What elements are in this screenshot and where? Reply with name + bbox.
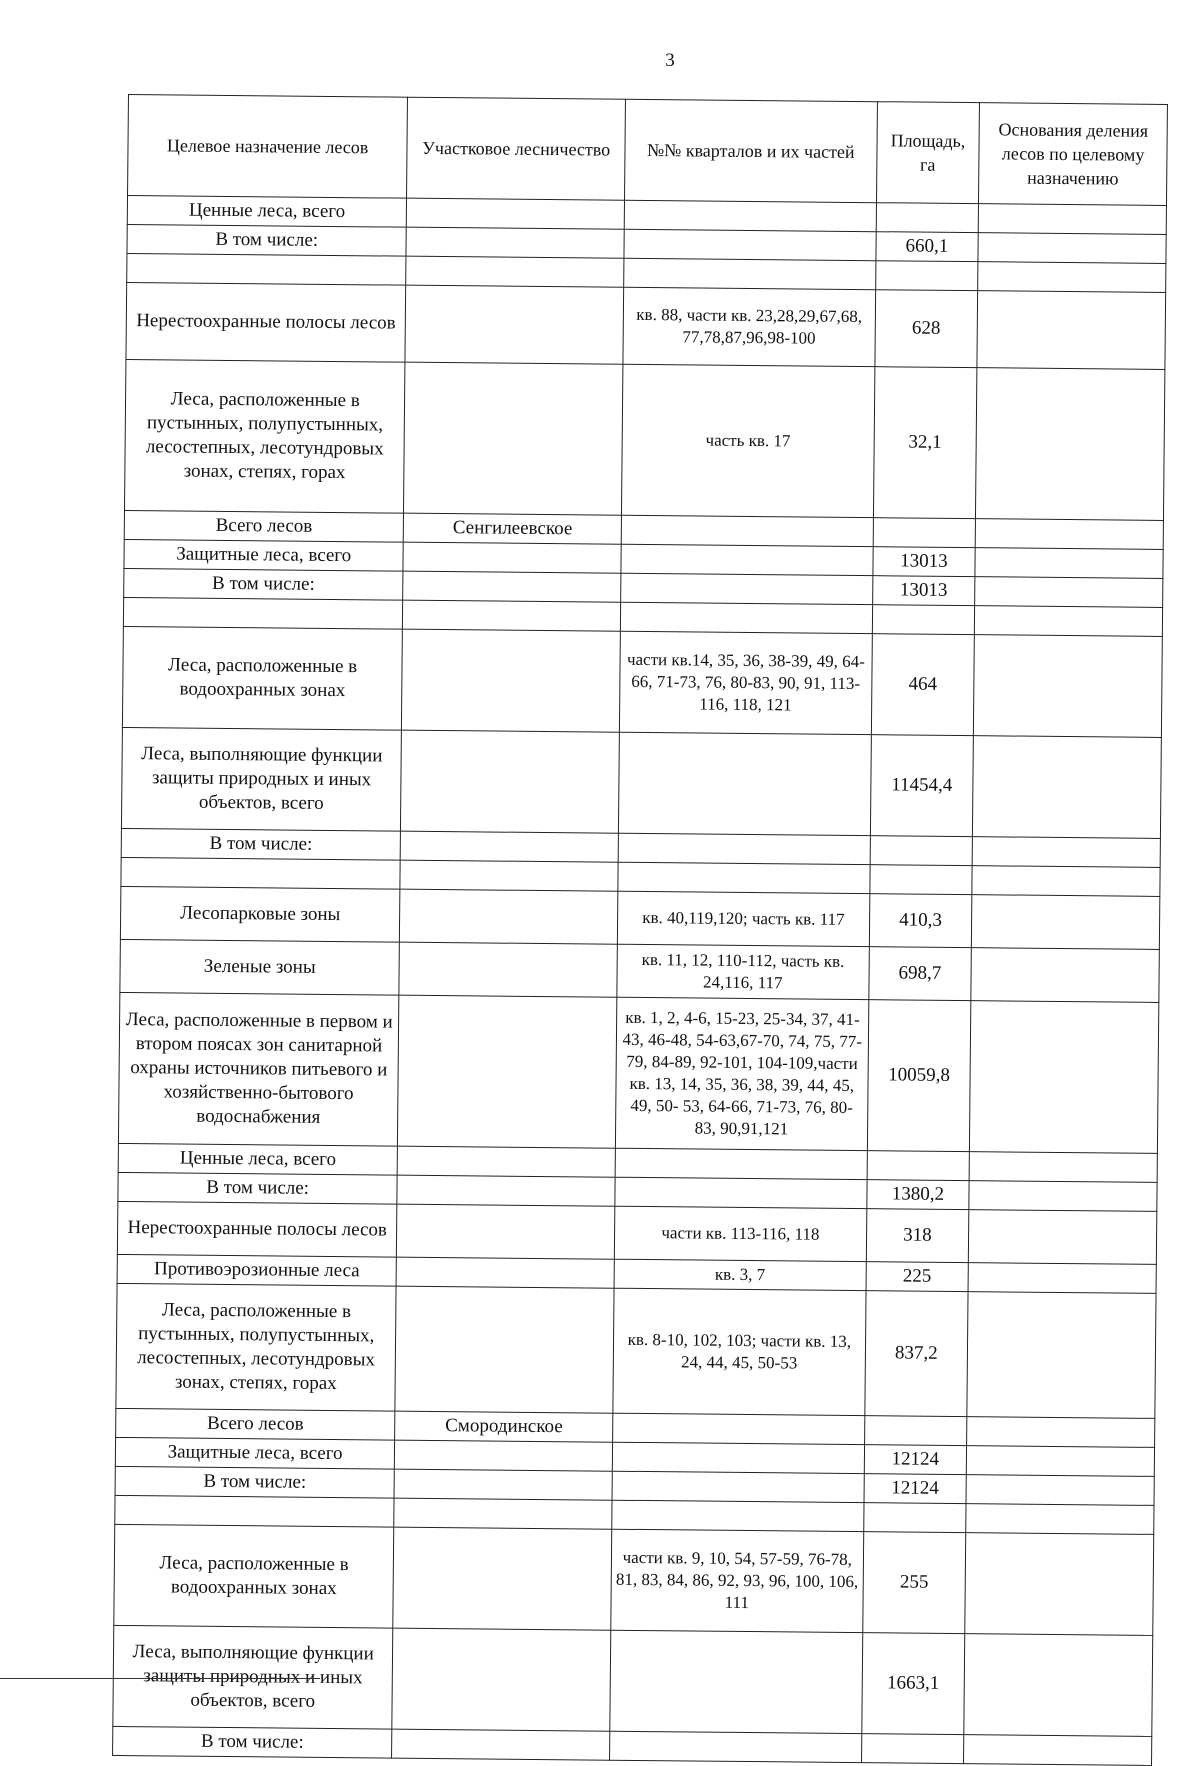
- cell-purpose: Зеленые зоны: [120, 939, 400, 995]
- cell-district: [406, 256, 624, 287]
- cell-purpose: [123, 597, 403, 629]
- cell-basis: [978, 233, 1166, 264]
- cell-basis: [967, 1417, 1155, 1448]
- table-row: [113, 1625, 1153, 1736]
- cell-district: [404, 362, 623, 515]
- cell-basis: [964, 1735, 1152, 1766]
- cell-purpose: Нерестоохранные полосы лесов: [126, 282, 406, 362]
- cell-area: 318: [866, 1209, 969, 1263]
- cell-purpose: В том числе:: [121, 828, 401, 860]
- cell-quarters: [612, 1500, 864, 1531]
- cell-purpose: В том числе:: [127, 224, 407, 256]
- cell-area: 410,3: [869, 894, 972, 948]
- cell-district: [403, 542, 621, 573]
- cell-purpose: [115, 1495, 395, 1527]
- cell-area: [863, 1503, 966, 1533]
- header-purpose: Целевое назначение лесов: [128, 95, 408, 199]
- cell-quarters: [610, 1731, 862, 1762]
- table-row: [118, 992, 1158, 1153]
- cell-district: [400, 889, 618, 944]
- cell-district: [393, 1527, 612, 1630]
- cell-purpose: Ценные леса, всего: [118, 1143, 398, 1175]
- cell-quarters: кв. 88, части кв. 23,28,29,67,68, 77,78,87,96,98-100: [623, 287, 875, 366]
- cell-district: [396, 1257, 614, 1288]
- table-row: [121, 727, 1161, 838]
- cell-quarters: кв. 8-10, 102, 103; части кв. 13, 24, 44, 45, 50-53: [613, 1288, 866, 1415]
- forest-purpose-table: [112, 94, 1168, 1766]
- cell-purpose: Леса, расположенные в водоохранных зонах: [122, 626, 402, 730]
- header-basis: Основания деления лесов по целевому назначению: [979, 103, 1168, 206]
- cell-quarters: [618, 833, 870, 864]
- cell-area: [872, 605, 975, 635]
- cell-basis: [967, 1292, 1156, 1419]
- cell-district: [394, 1498, 612, 1529]
- cell-quarters: [621, 602, 873, 633]
- page-number: 3: [665, 50, 675, 71]
- cell-area: 1663,1: [861, 1633, 965, 1735]
- cell-area: [870, 836, 973, 866]
- cell-area: 660,1: [875, 232, 978, 262]
- cell-area: 13013: [872, 576, 975, 606]
- cell-area: [873, 518, 976, 548]
- cell-district: [407, 198, 625, 229]
- cell-district: [395, 1286, 614, 1413]
- cell-purpose: Противоэрозионные леса: [117, 1254, 397, 1286]
- cell-purpose: Леса, расположенные в первом и втором поясах зон санитарной охраны источников питьевого и хозяйственно-бытового водоснабжения: [118, 992, 399, 1146]
- cell-area: 225: [866, 1262, 969, 1292]
- cell-basis: [965, 1533, 1154, 1636]
- cell-quarters: кв. 1, 2, 4-6, 15-23, 25-34, 37, 41-43, 46-48, 54-63,67-70, 74, 75, 77-79, 84-89, 92-101, 104-109,части кв. 13, 14, 35, 36, 38, 39, 44, 45, 49, 50- 53, 64-66, 71-73, 76, 80-83, 90,91,121: [616, 997, 869, 1150]
- cell-district: [392, 1729, 610, 1760]
- cell-area: 12124: [864, 1474, 967, 1504]
- cell-district: [401, 730, 620, 833]
- cell-basis: [976, 368, 1165, 521]
- cell-area: 255: [862, 1532, 966, 1634]
- cell-purpose: В том числе:: [115, 1466, 395, 1498]
- cell-area: 698,7: [868, 947, 971, 1001]
- cell-area: [875, 261, 978, 291]
- header-quarters: №№ кварталов и их частей: [625, 99, 877, 202]
- cell-quarters: [613, 1413, 865, 1444]
- cell-quarters: [621, 544, 873, 575]
- cell-district: [395, 1440, 613, 1471]
- cell-quarters: [621, 573, 873, 604]
- cell-basis: [975, 519, 1163, 550]
- table-row: [126, 282, 1166, 369]
- cell-district: [397, 1204, 615, 1259]
- cell-basis: [972, 866, 1160, 897]
- cell-quarters: часть кв. 17: [622, 364, 875, 517]
- cell-basis: [977, 291, 1165, 370]
- cell-quarters: кв. 3, 7: [614, 1259, 866, 1290]
- cell-purpose: В том числе:: [124, 568, 404, 600]
- cell-purpose: В том числе:: [118, 1172, 398, 1204]
- cell-purpose: Леса, выполняющие функции защиты природных и иных объектов, всего: [113, 1625, 393, 1729]
- cell-area: 464: [871, 634, 975, 736]
- cell-area: [867, 1151, 970, 1181]
- cell-area: [864, 1416, 967, 1446]
- cell-area: [869, 865, 972, 895]
- cell-district: [406, 227, 624, 258]
- cell-district: [400, 831, 618, 862]
- cell-district: [399, 942, 617, 997]
- table-row: [122, 626, 1162, 737]
- cell-purpose: Леса, расположенные в пустынных, полупустынных, лесостепных, лесотундровых зонах, степях, горах: [125, 359, 406, 513]
- forest-purpose-table-wrapper: [112, 94, 1168, 1766]
- cell-quarters: части кв.14, 35, 36, 38-39, 49, 64-66, 71-73, 76, 80-83, 90, 91, 113-116, 118, 121: [620, 631, 872, 734]
- table-row: [125, 359, 1165, 520]
- cell-quarters: [624, 200, 876, 231]
- cell-area: 837,2: [864, 1291, 968, 1417]
- cell-purpose: Всего лесов: [124, 510, 404, 542]
- cell-area: 12124: [864, 1445, 967, 1475]
- cell-basis: [973, 736, 1162, 839]
- cell-purpose: Нерестоохранные полосы лесов: [117, 1201, 397, 1257]
- cell-basis: [978, 262, 1166, 293]
- cell-basis: [968, 1263, 1156, 1294]
- cell-purpose: Защитные леса, всего: [124, 539, 404, 571]
- cell-basis: [974, 635, 1163, 738]
- cell-area: 11454,4: [870, 735, 974, 837]
- cell-basis: [966, 1504, 1154, 1535]
- cell-district: Сенгилеевское: [404, 513, 622, 544]
- cell-purpose: [127, 253, 407, 285]
- table-row: [114, 1524, 1154, 1635]
- cell-purpose: Всего лесов: [116, 1408, 396, 1440]
- cell-district: [403, 571, 621, 602]
- cell-district: [402, 629, 621, 732]
- cell-purpose: Лесопарковые зоны: [120, 886, 400, 942]
- cell-basis: [964, 1634, 1153, 1737]
- cell-basis: [969, 1152, 1157, 1183]
- cell-quarters: [619, 732, 871, 835]
- cell-basis: [972, 895, 1160, 950]
- table-header-row: [128, 95, 1168, 206]
- cell-basis: [969, 1210, 1157, 1265]
- cell-quarters: части кв. 113-116, 118: [614, 1206, 866, 1261]
- header-district: Участковое лесничество: [407, 97, 626, 200]
- cell-district: [394, 1469, 612, 1500]
- cell-purpose: [121, 857, 401, 889]
- cell-district: [405, 285, 624, 364]
- cell-basis: [970, 1001, 1159, 1154]
- cell-quarters: [618, 862, 870, 893]
- cell-area: 628: [874, 290, 978, 368]
- cell-area: 32,1: [873, 367, 977, 519]
- cell-quarters: [612, 1471, 864, 1502]
- cell-quarters: [615, 1148, 867, 1179]
- cell-district: Смородинское: [395, 1411, 613, 1442]
- cell-quarters: [610, 1630, 862, 1733]
- cell-district: [397, 1146, 615, 1177]
- cell-quarters: [624, 229, 876, 260]
- cell-district: [398, 995, 617, 1148]
- cell-basis: [975, 606, 1163, 637]
- cell-area: [876, 203, 979, 233]
- table-row: [116, 1283, 1156, 1418]
- cell-quarters: [612, 1442, 864, 1473]
- cell-purpose: Защитные леса, всего: [115, 1437, 395, 1469]
- cell-purpose: Ценные леса, всего: [127, 196, 407, 228]
- header-area: Площадь, га: [876, 102, 980, 204]
- cell-area: [861, 1734, 964, 1764]
- cell-district: [400, 860, 618, 891]
- cell-district: [397, 1175, 615, 1206]
- cell-basis: [975, 548, 1163, 579]
- cell-basis: [975, 577, 1163, 608]
- cell-district: [403, 600, 621, 631]
- cell-area: 1380,2: [866, 1180, 969, 1210]
- cell-basis: [978, 204, 1166, 235]
- cell-purpose: Леса, выполняющие функции защиты природных и иных объектов, всего: [121, 727, 401, 831]
- cell-quarters: части кв. 9, 10, 54, 57-59, 76-78, 81, 83, 84, 86, 92, 93, 96, 100, 106, 111: [611, 1529, 863, 1632]
- cell-purpose: Леса, расположенные в пустынных, полупустынных, лесостепных, лесотундровых зонах, степях, горах: [116, 1283, 396, 1411]
- cell-basis: [972, 837, 1160, 868]
- footer-divider: [0, 1678, 320, 1679]
- cell-quarters: кв. 11, 12, 110-112, часть кв. 24,116, 117: [617, 944, 869, 999]
- cell-quarters: кв. 40,119,120; часть кв. 117: [618, 891, 870, 946]
- cell-basis: [969, 1181, 1157, 1212]
- cell-area: 13013: [872, 547, 975, 577]
- cell-quarters: [624, 258, 876, 289]
- cell-basis: [967, 1446, 1155, 1477]
- cell-quarters: [621, 515, 873, 546]
- cell-basis: [966, 1475, 1154, 1506]
- cell-quarters: [615, 1177, 867, 1208]
- cell-basis: [971, 948, 1159, 1003]
- cell-purpose: В том числе:: [113, 1726, 393, 1758]
- cell-area: 10059,8: [867, 1000, 971, 1152]
- cell-purpose: Леса, расположенные в водоохранных зонах: [114, 1524, 394, 1628]
- cell-district: [392, 1628, 611, 1731]
